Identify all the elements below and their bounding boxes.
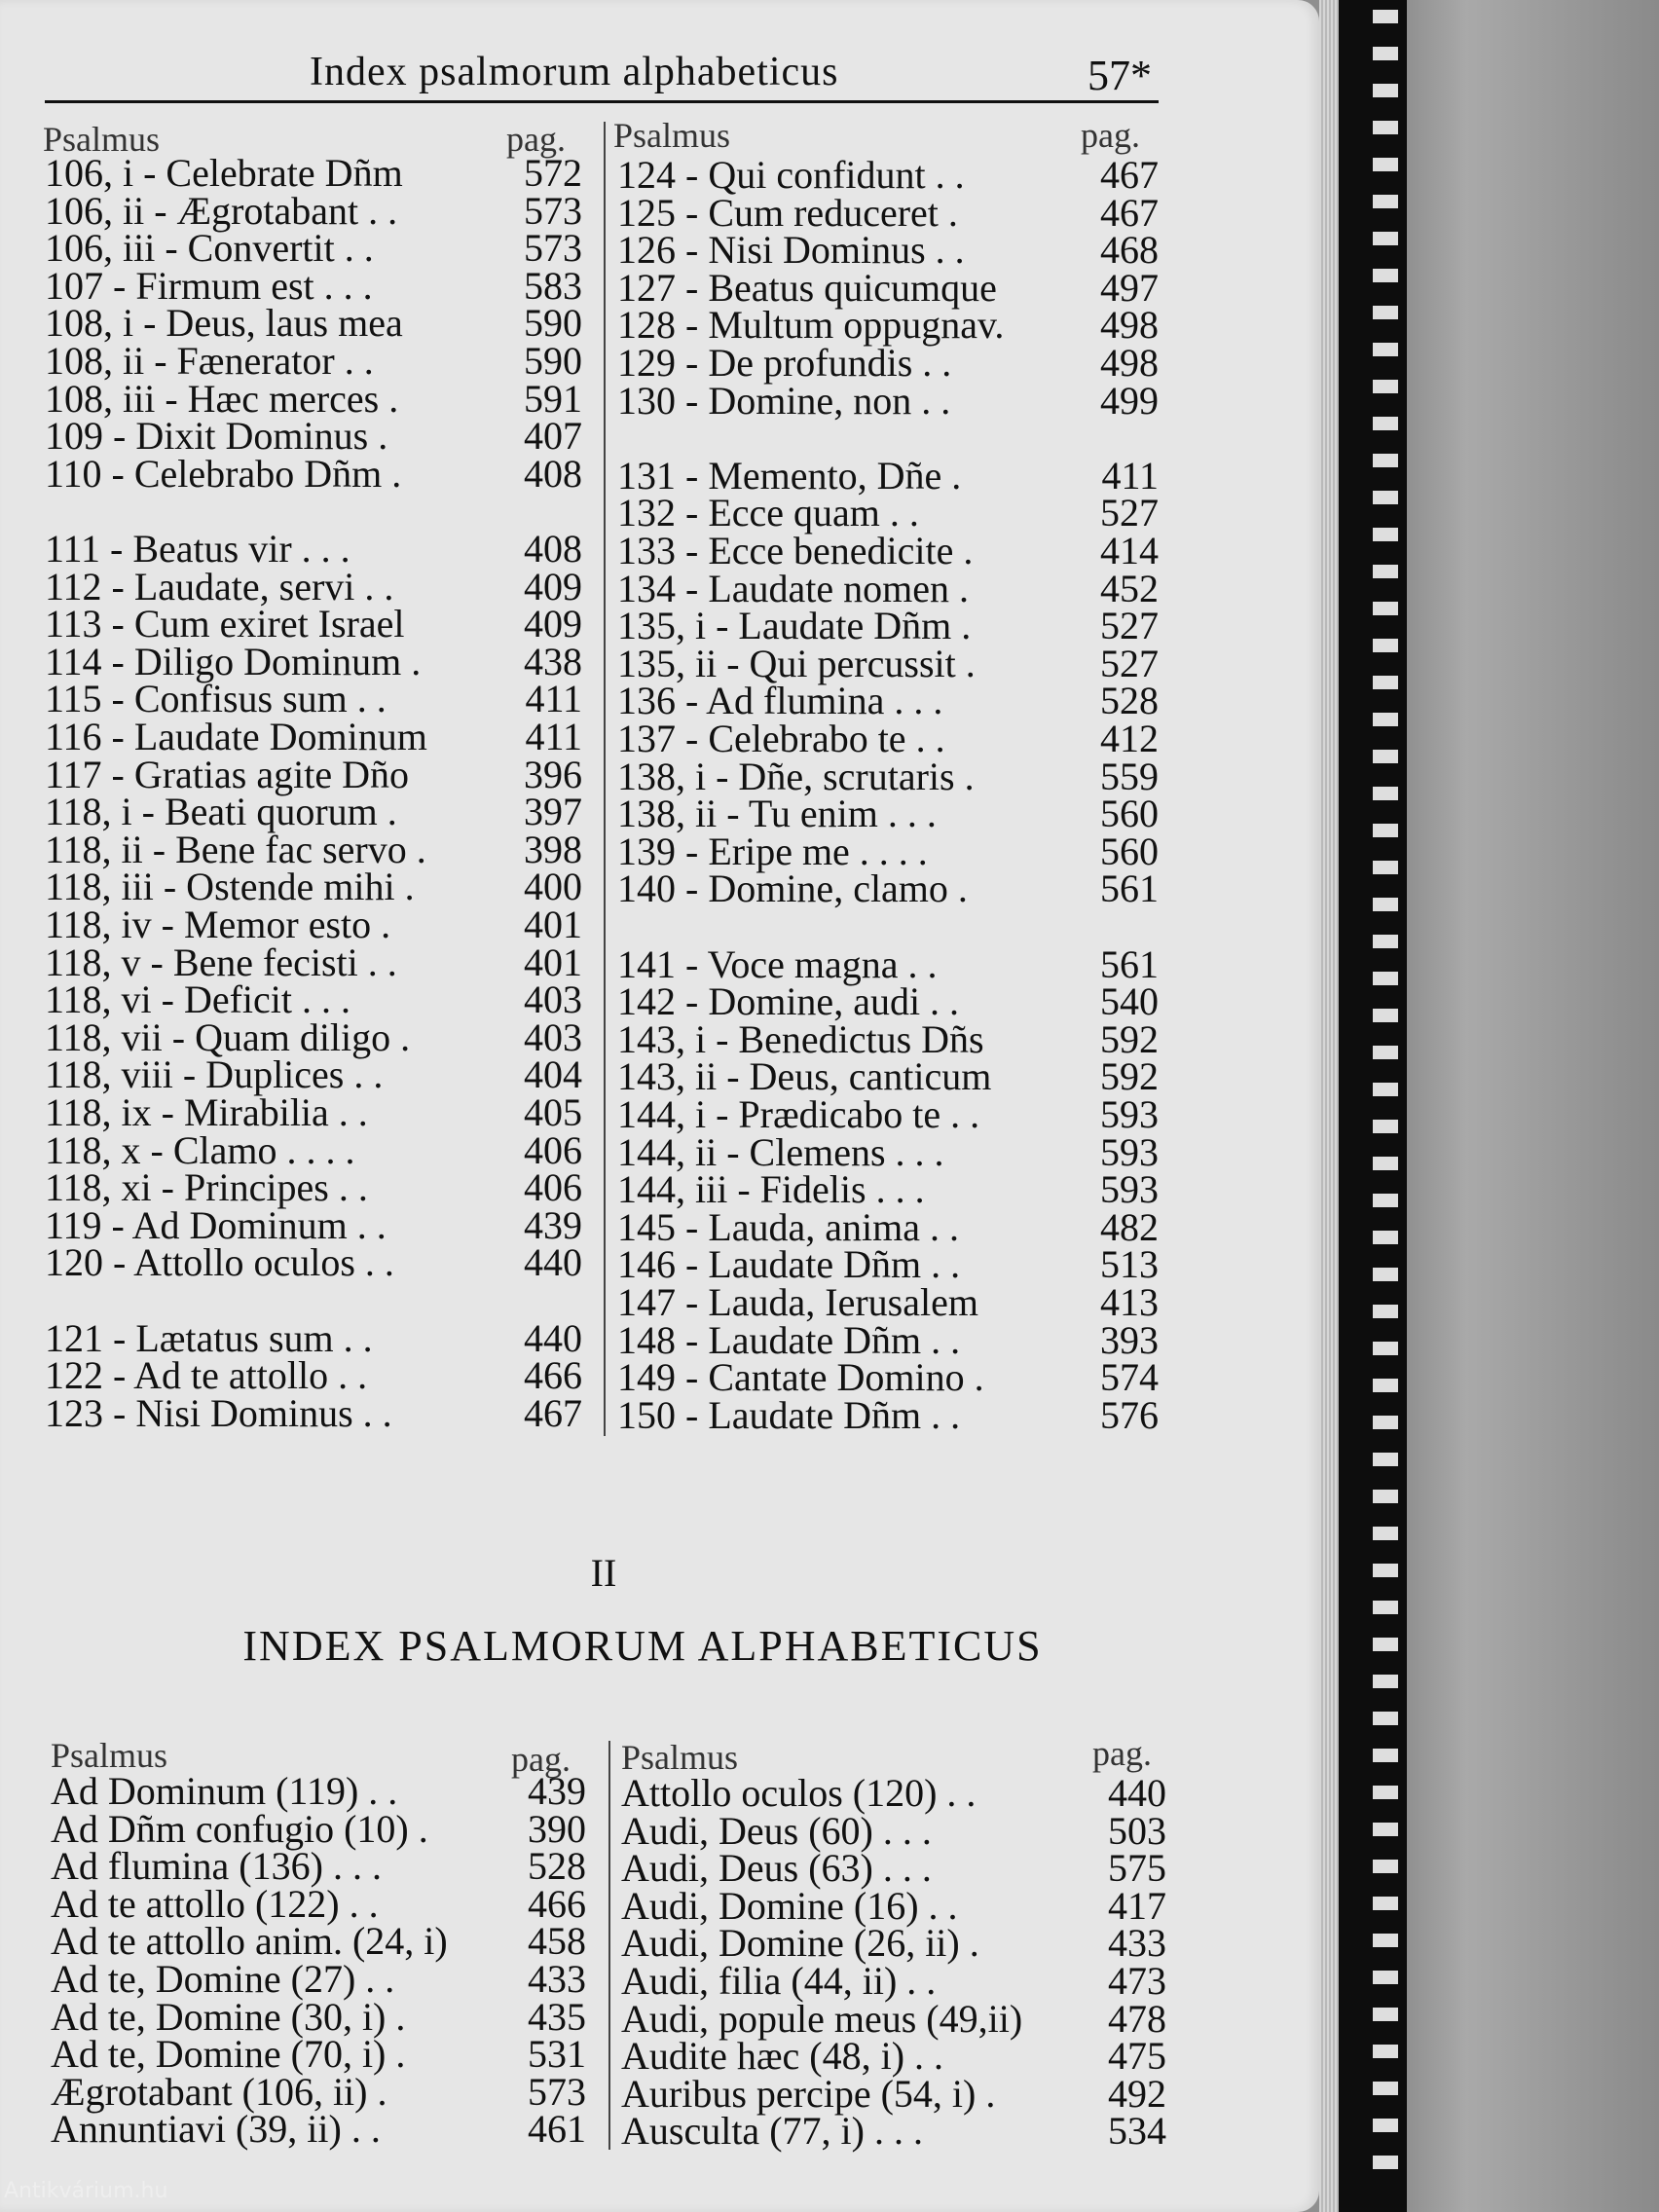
entry-page: 583 — [524, 263, 582, 308]
index-entry — [617, 1129, 1159, 1174]
index-entry — [45, 263, 582, 308]
entry-page: 440 — [524, 1240, 582, 1285]
entry-page: 497 — [1100, 265, 1159, 310]
index-entry — [621, 1959, 1166, 2003]
index-entry — [51, 1957, 586, 2001]
index-entry — [621, 1996, 1166, 2041]
entry-title: 133 - Ecce benedicite . — [617, 529, 974, 572]
entry-title: 118, x - Clamo . . . . — [45, 1127, 355, 1172]
entry-title: 144, i - Prædicabo te . . — [617, 1092, 980, 1136]
entry-page: 528 — [1100, 679, 1159, 723]
entry-page: 411 — [1101, 453, 1159, 498]
entry-page: 461 — [528, 2107, 586, 2152]
index-entry — [617, 341, 1159, 385]
entry-title: Auribus percipe (54, i) . — [621, 2071, 996, 2116]
index-entry — [617, 829, 1159, 873]
entry-title: 137 - Celebrabo te . . — [617, 717, 945, 760]
entry-page: 475 — [1108, 2034, 1166, 2079]
entry-page: 527 — [1100, 491, 1159, 535]
entry-title: 138, i - Dñe, scrutaris . — [617, 754, 975, 798]
entry-page: 592 — [1100, 1054, 1159, 1099]
entry-title: 108, i - Deus, laus mea — [45, 301, 403, 346]
index-entry — [45, 1165, 582, 1210]
index-entry — [51, 2107, 586, 2152]
entry-title: 145 - Lauda, anima . . — [617, 1204, 959, 1249]
entry-title: 106, ii - Ægrotabant . . — [45, 188, 398, 233]
entry-title: Ægrotabant (106, ii) . — [51, 2069, 387, 2114]
index-entry — [45, 602, 582, 646]
index-entry — [617, 792, 1159, 836]
alpha-heading-pag-right: pag. — [1092, 1734, 1152, 1773]
entry-page: 403 — [524, 977, 582, 1022]
entry-page: 413 — [1100, 1280, 1159, 1324]
entry-page: 406 — [524, 1127, 582, 1172]
column-heading-pag-left: pag. — [506, 120, 566, 159]
index-entry — [45, 1390, 582, 1435]
entry-title: 119 - Ad Dominum . . — [45, 1202, 387, 1247]
entry-title: 118, iii - Ostende mihi . — [45, 865, 415, 909]
entry-page: 411 — [525, 715, 582, 758]
entry-title: Ad te, Domine (27) . . — [51, 1957, 395, 2001]
entry-title: 146 - Laudate Dñm . . — [617, 1242, 961, 1287]
index-entry — [45, 677, 582, 721]
entry-title: 117 - Gratias agite Dño — [45, 752, 409, 796]
entry-title: Ad te attollo anim. (24, i) — [51, 1919, 448, 1964]
entry-page: 435 — [528, 1994, 586, 2039]
index-entry — [51, 1806, 586, 1851]
entry-title: 118, v - Bene fecisti . . — [45, 940, 397, 984]
entry-page: 575 — [1108, 1846, 1166, 1891]
entry-title: Audi, Deus (63) . . . — [621, 1846, 932, 1891]
entry-page: 408 — [524, 451, 582, 496]
entry-title: 135, ii - Qui percussit . — [617, 641, 976, 685]
watermark: Antikvárium.hu — [4, 2179, 168, 2203]
entry-title: 130 - Domine, non . . — [617, 378, 951, 423]
entry-page: 503 — [1108, 1808, 1166, 1853]
index-entry — [617, 265, 1159, 310]
entry-page: 540 — [1100, 979, 1159, 1024]
index-entry — [617, 641, 1159, 685]
entry-page: 498 — [1100, 303, 1159, 348]
entry-title: 140 - Domine, clamo . — [617, 866, 968, 911]
entry-title: Ausculta (77, i) . . . — [621, 2109, 923, 2154]
entry-title: 138, ii - Tu enim . . . — [617, 792, 937, 836]
index-entry — [617, 453, 1159, 498]
section-numeral: II — [590, 1551, 617, 1595]
entry-title: 149 - Cantate Domino . — [617, 1355, 984, 1400]
entry-title: 134 - Laudate nomen . — [617, 566, 969, 610]
index-entry — [617, 566, 1159, 610]
index-entry — [51, 1844, 586, 1889]
index-entry — [45, 1090, 582, 1134]
entry-page: 593 — [1100, 1092, 1159, 1136]
index-entry — [45, 451, 582, 496]
entry-page: 573 — [524, 188, 582, 233]
entry-page: 396 — [524, 752, 582, 796]
entry-page: 473 — [1108, 1959, 1166, 2003]
index-entry — [45, 151, 582, 195]
index-entry — [617, 1204, 1159, 1249]
index-entry — [51, 2069, 586, 2114]
entry-title: 136 - Ad flumina . . . — [617, 679, 943, 723]
page-number: 57* — [1088, 52, 1152, 99]
entry-title: 127 - Beatus quicumque — [617, 265, 997, 310]
entry-title: 131 - Memento, Dñe . — [617, 453, 962, 498]
entry-page: 560 — [1100, 829, 1159, 873]
entry-title: Ad Dñm confugio (10) . — [51, 1806, 428, 1851]
alpha-heading-psalmus-left: Psalmus — [51, 1736, 168, 1775]
running-title: Index psalmorum alphabeticus — [310, 50, 839, 94]
entry-title: 121 - Lætatus sum . . — [45, 1315, 373, 1360]
entry-title: 142 - Domine, audi . . — [617, 979, 960, 1024]
entry-title: 126 - Nisi Dominus . . — [617, 228, 965, 273]
index-entry — [45, 527, 582, 571]
index-entry — [51, 1919, 586, 1964]
entry-title: 111 - Beatus vir . . . — [45, 527, 350, 571]
index-entry — [621, 1921, 1166, 1966]
entry-title: Ad te, Domine (30, i) . — [51, 1994, 406, 2039]
entry-title: 115 - Confisus sum . . — [45, 677, 387, 721]
entry-page: 398 — [524, 827, 582, 871]
index-entry — [45, 1127, 582, 1172]
entry-page: 440 — [1108, 1771, 1166, 1815]
index-entry — [51, 2032, 586, 2077]
alpha-heading-psalmus-right: Psalmus — [621, 1738, 739, 1777]
index-entry — [617, 1167, 1159, 1212]
entry-page: 593 — [1100, 1129, 1159, 1174]
entry-title: Ad te attollo (122) . . — [51, 1881, 379, 1926]
entry-page: 458 — [528, 1919, 586, 1964]
entry-page: 572 — [524, 151, 582, 195]
column-heading-pag-right: pag. — [1081, 116, 1140, 155]
entry-page: 467 — [1100, 153, 1159, 197]
entry-title: 106, i - Celebrate Dñm — [45, 151, 403, 195]
entry-title: 113 - Cum exiret Israel — [45, 602, 405, 646]
entry-page: 528 — [528, 1844, 586, 1889]
index-entry — [621, 1846, 1166, 1891]
entry-page: 492 — [1108, 2071, 1166, 2116]
index-entry — [617, 1355, 1159, 1400]
index-entry — [621, 2109, 1166, 2154]
entry-page: 409 — [524, 564, 582, 608]
entry-page: 414 — [1100, 529, 1159, 572]
entry-page: 534 — [1108, 2109, 1166, 2154]
entry-page: 439 — [528, 1769, 586, 1813]
index-entry — [617, 754, 1159, 798]
entry-title: 118, ii - Bene fac servo . — [45, 827, 426, 871]
index-entry — [617, 1317, 1159, 1362]
index-entry — [45, 715, 582, 758]
index-entry — [51, 1881, 586, 1926]
entry-page: 560 — [1100, 792, 1159, 836]
entry-title: 116 - Laudate Dominum — [45, 715, 427, 758]
index-entry — [45, 414, 582, 459]
index-entry — [617, 866, 1159, 911]
index-entry — [617, 604, 1159, 648]
index-entry — [617, 1016, 1159, 1061]
entry-title: 109 - Dixit Dominus . — [45, 414, 388, 459]
index-entry — [621, 1771, 1166, 1815]
entry-page: 452 — [1100, 566, 1159, 610]
index-entry — [617, 153, 1159, 197]
entry-page: 411 — [525, 677, 582, 721]
entry-page: 440 — [524, 1315, 582, 1360]
entry-title: Attollo oculos (120) . . — [621, 1771, 977, 1815]
entry-title: 114 - Diligo Dominum . — [45, 639, 422, 683]
index-entry — [45, 1353, 582, 1398]
index-entry — [617, 1392, 1159, 1437]
index-entry — [45, 1315, 582, 1360]
index-entry — [45, 940, 582, 984]
entry-page: 574 — [1100, 1355, 1159, 1400]
entry-title: Annuntiavi (39, ii) . . — [51, 2107, 381, 2152]
entry-title: 120 - Attollo oculos . . — [45, 1240, 394, 1285]
entry-page: 417 — [1108, 1883, 1166, 1928]
entry-page: 590 — [524, 301, 582, 346]
entry-page: 401 — [524, 903, 582, 946]
entry-page: 591 — [524, 376, 582, 421]
entry-page: 407 — [524, 414, 582, 459]
zipper — [1373, 10, 1398, 2181]
entry-title: 122 - Ad te attollo . . — [45, 1353, 368, 1398]
index-entry — [617, 491, 1159, 535]
entry-page: 393 — [1100, 1317, 1159, 1362]
entry-page: 390 — [528, 1806, 586, 1851]
index-entry — [45, 301, 582, 346]
entry-title: 110 - Celebrabo Dñm . — [45, 451, 402, 496]
index-entry — [617, 190, 1159, 235]
entry-page: 482 — [1100, 1204, 1159, 1249]
entry-page: 468 — [1100, 228, 1159, 273]
entry-title: 108, iii - Hæc merces . — [45, 376, 399, 421]
entry-page: 408 — [524, 527, 582, 571]
column-heading-psalmus-right: Psalmus — [613, 116, 731, 155]
entry-page: 527 — [1100, 604, 1159, 648]
entry-page: 499 — [1100, 378, 1159, 423]
column-divider — [604, 122, 606, 1436]
entry-title: 118, viii - Duplices . . — [45, 1052, 384, 1097]
column-heading-psalmus-left: Psalmus — [43, 120, 161, 159]
index-entry — [45, 865, 582, 909]
index-entry — [617, 228, 1159, 273]
index-entry — [617, 529, 1159, 572]
index-entry — [617, 979, 1159, 1024]
index-entry — [45, 1052, 582, 1097]
entry-title: Audite hæc (48, i) . . — [621, 2034, 944, 2079]
entry-page: 592 — [1100, 1016, 1159, 1061]
page-edges — [1319, 0, 1339, 2212]
entry-title: 106, iii - Convertit . . — [45, 226, 374, 271]
entry-title: 118, xi - Principes . . — [45, 1165, 368, 1210]
entry-title: 108, ii - Fænerator . . — [45, 339, 374, 383]
entry-title: 107 - Firmum est . . . — [45, 263, 373, 308]
entry-title: 135, i - Laudate Dñm . — [617, 604, 972, 648]
index-entry — [51, 1769, 586, 1813]
entry-title: 129 - De profundis . . — [617, 341, 952, 385]
entry-page: 593 — [1100, 1167, 1159, 1212]
index-entry — [617, 378, 1159, 423]
index-entry — [45, 1240, 582, 1285]
entry-page: 573 — [524, 226, 582, 271]
index-entry — [45, 564, 582, 608]
index-entry — [617, 1092, 1159, 1136]
entry-title: 148 - Laudate Dñm . . — [617, 1317, 961, 1362]
entry-page: 412 — [1100, 717, 1159, 760]
index-entry — [45, 339, 582, 383]
index-entry — [617, 1280, 1159, 1324]
entry-page: 405 — [524, 1090, 582, 1134]
entry-title: 124 - Qui confidunt . . — [617, 153, 965, 197]
entry-page: 559 — [1100, 754, 1159, 798]
index-entry — [45, 376, 582, 421]
entry-title: 139 - Eripe me . . . . — [617, 829, 928, 873]
entry-page: 406 — [524, 1165, 582, 1210]
entry-title: 112 - Laudate, servi . . — [45, 564, 394, 608]
entry-page: 531 — [528, 2032, 586, 2077]
entry-page: 573 — [528, 2069, 586, 2114]
entry-page: 409 — [524, 602, 582, 646]
entry-page: 467 — [524, 1390, 582, 1435]
entry-title: 143, i - Benedictus Dñs — [617, 1016, 984, 1061]
index-entry — [45, 188, 582, 233]
entry-title: 144, iii - Fidelis . . . — [617, 1167, 925, 1212]
entry-title: Ad te, Domine (70, i) . — [51, 2032, 406, 2077]
entry-page: 403 — [524, 1014, 582, 1059]
entry-title: Ad Dominum (119) . . — [51, 1769, 398, 1813]
entry-title: 118, vii - Quam diligo . — [45, 1014, 411, 1059]
entry-page: 397 — [524, 790, 582, 834]
entry-page: 466 — [524, 1353, 582, 1398]
index-entry — [617, 719, 1159, 758]
entry-page: 590 — [524, 339, 582, 383]
index-entry — [45, 226, 582, 271]
index-entry — [45, 827, 582, 871]
entry-title: 150 - Laudate Dñm . . — [617, 1392, 961, 1437]
entry-title: Audi, Domine (26, ii) . — [621, 1921, 979, 1966]
entry-title: Audi, Domine (16) . . — [621, 1883, 958, 1928]
index-entry — [621, 1808, 1166, 1853]
table-background — [1363, 0, 1659, 2212]
entry-title: Audi, Deus (60) . . . — [621, 1808, 932, 1853]
header-rule — [45, 100, 1159, 103]
section-title: INDEX PSALMORUM ALPHABETICUS — [242, 1622, 1043, 1670]
entry-title: 141 - Voce magna . . — [617, 941, 938, 986]
entry-page: 438 — [524, 639, 582, 683]
index-entry — [45, 752, 582, 796]
entry-title: 125 - Cum reduceret . — [617, 190, 958, 235]
index-entry — [45, 639, 582, 683]
entry-title: 118, iv - Memor esto . — [45, 903, 391, 946]
entry-page: 478 — [1108, 1996, 1166, 2041]
index-entry — [617, 679, 1159, 723]
entry-page: 401 — [524, 940, 582, 984]
index-entry — [621, 1883, 1166, 1928]
entry-page: 561 — [1100, 866, 1159, 911]
index-entry — [45, 1202, 582, 1247]
alpha-heading-pag-left: pag. — [511, 1740, 571, 1779]
entry-title: 118, i - Beati quorum . — [45, 790, 397, 834]
entry-title: 118, vi - Deficit . . . — [45, 977, 351, 1022]
entry-page: 576 — [1100, 1392, 1159, 1437]
entry-title: 147 - Lauda, Ierusalem — [617, 1280, 978, 1324]
index-entry — [45, 977, 582, 1022]
index-entry — [617, 1242, 1159, 1287]
entry-title: 144, ii - Clemens . . . — [617, 1129, 944, 1174]
entry-page: 513 — [1100, 1242, 1159, 1287]
index-entry — [45, 905, 582, 944]
entry-page: 498 — [1100, 341, 1159, 385]
entry-page: 404 — [524, 1052, 582, 1097]
index-entry — [617, 303, 1159, 348]
entry-title: Ad flumina (136) . . . — [51, 1844, 382, 1889]
alpha-column-divider — [608, 1741, 610, 2150]
entry-title: Audi, popule meus (49,ii) — [621, 1996, 1023, 2041]
entry-title: Audi, filia (44, ii) . . — [621, 1959, 937, 2003]
entry-page: 400 — [524, 865, 582, 909]
index-entry — [621, 2034, 1166, 2079]
entry-page: 561 — [1100, 941, 1159, 986]
entry-title: 123 - Nisi Dominus . . — [45, 1390, 392, 1435]
index-entry — [45, 1014, 582, 1059]
index-entry — [617, 1054, 1159, 1099]
index-entry — [617, 941, 1159, 986]
entry-page: 527 — [1100, 641, 1159, 685]
entry-title: 132 - Ecce quam . . — [617, 491, 919, 535]
index-entry — [51, 1994, 586, 2039]
index-entry — [621, 2071, 1166, 2116]
entry-title: 128 - Multum oppugnav. — [617, 303, 1005, 348]
entry-title: 143, ii - Deus, canticum — [617, 1054, 992, 1099]
entry-page: 433 — [1108, 1921, 1166, 1966]
entry-page: 433 — [528, 1957, 586, 2001]
entry-title: 118, ix - Mirabilia . . — [45, 1090, 368, 1134]
index-entry — [45, 790, 582, 834]
entry-page: 467 — [1100, 190, 1159, 235]
entry-page: 466 — [528, 1881, 586, 1926]
entry-page: 439 — [524, 1202, 582, 1247]
